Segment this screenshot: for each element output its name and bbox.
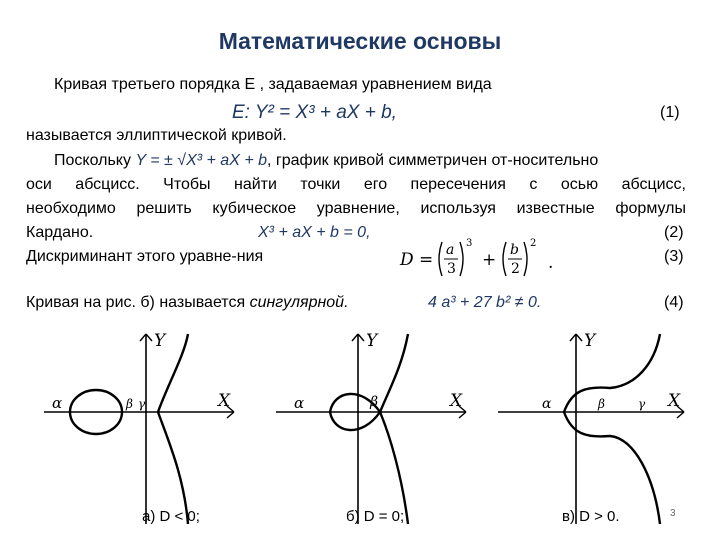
paragraph-intro-end: называется эллиптической кривой. <box>26 127 287 144</box>
x-label: X <box>450 391 463 411</box>
disc-plus: + <box>482 250 497 270</box>
paragraph-intro: Кривая третьего порядка E , задаваемая уравнением вида <box>54 76 492 93</box>
equation-2: X³ + aX + b = 0, <box>258 224 371 241</box>
disc-period: . <box>548 253 554 273</box>
page-title: Математические основы <box>218 28 502 54</box>
text-singular-intro: Кривая на рис. б) называется <box>26 294 246 311</box>
disc-num-a: a <box>446 242 455 258</box>
equation-2-number: (2) <box>664 224 684 241</box>
equation-1-number: (1) <box>660 104 680 121</box>
figure-b-caption: б) D = 0; <box>346 508 405 525</box>
x-label: X <box>218 391 231 411</box>
paragraph-symmetry-line3: необходимо решить кубическое уравнение, используя известные формулы <box>26 200 686 217</box>
curve-branch <box>158 334 188 524</box>
equation-3-number: (3) <box>664 248 684 265</box>
y-label: Y <box>366 331 378 351</box>
disc-den-3: 3 <box>447 261 456 277</box>
disc-lhs: D = <box>400 250 434 270</box>
cubic-curve <box>564 334 660 524</box>
text-symmetry: , график кривой симметричен от-носительно <box>267 152 599 169</box>
alpha-label: α <box>294 394 305 412</box>
alpha-label: α <box>542 396 552 412</box>
figure-c <box>494 326 704 531</box>
formula-y-root: Y = ± √X³ + aX + b <box>135 152 267 169</box>
gamma-label: γ <box>638 397 646 411</box>
equation-4: 4 a³ + 27 b² ≠ 0. <box>428 294 542 311</box>
figure-a-caption: a) D < 0; <box>142 508 200 525</box>
text-singular-word: сингулярной. <box>249 294 349 311</box>
discriminant-formula <box>398 236 558 282</box>
disc-pow-2: 2 <box>530 238 537 249</box>
equation-1: E: Y² = X³ + aX + b, <box>232 102 397 123</box>
beta-label: β <box>126 397 133 411</box>
equation-4-number: (4) <box>664 294 684 311</box>
paragraph-singular <box>26 294 349 312</box>
alpha-label: α <box>52 394 63 412</box>
figure-a <box>34 326 244 531</box>
text-cardano: Кардано. <box>26 224 94 241</box>
y-label: Y <box>154 331 166 351</box>
figure-c-caption: в) D > 0. <box>562 508 620 525</box>
gamma-label: γ <box>138 397 146 411</box>
paragraph-symmetry-line2: оси абсцисс. Чтобы найти точки его пересечения с осью абсцисс, <box>26 176 686 193</box>
page-number: 3 <box>670 508 676 519</box>
beta-label: β <box>598 397 605 411</box>
disc-den-2: 2 <box>511 261 520 277</box>
paragraph-symmetry-line1 <box>54 152 598 170</box>
figure-b <box>266 326 476 531</box>
text-since: Поскольку <box>54 152 131 169</box>
x-label: X <box>668 391 681 411</box>
y-label: Y <box>584 331 596 351</box>
disc-num-b: b <box>510 242 519 258</box>
singular-curve <box>330 334 408 524</box>
text-discriminant: Дискриминант этого уравне-ния <box>26 248 264 265</box>
beta-label: β <box>370 394 379 410</box>
disc-pow-3: 3 <box>466 238 473 249</box>
